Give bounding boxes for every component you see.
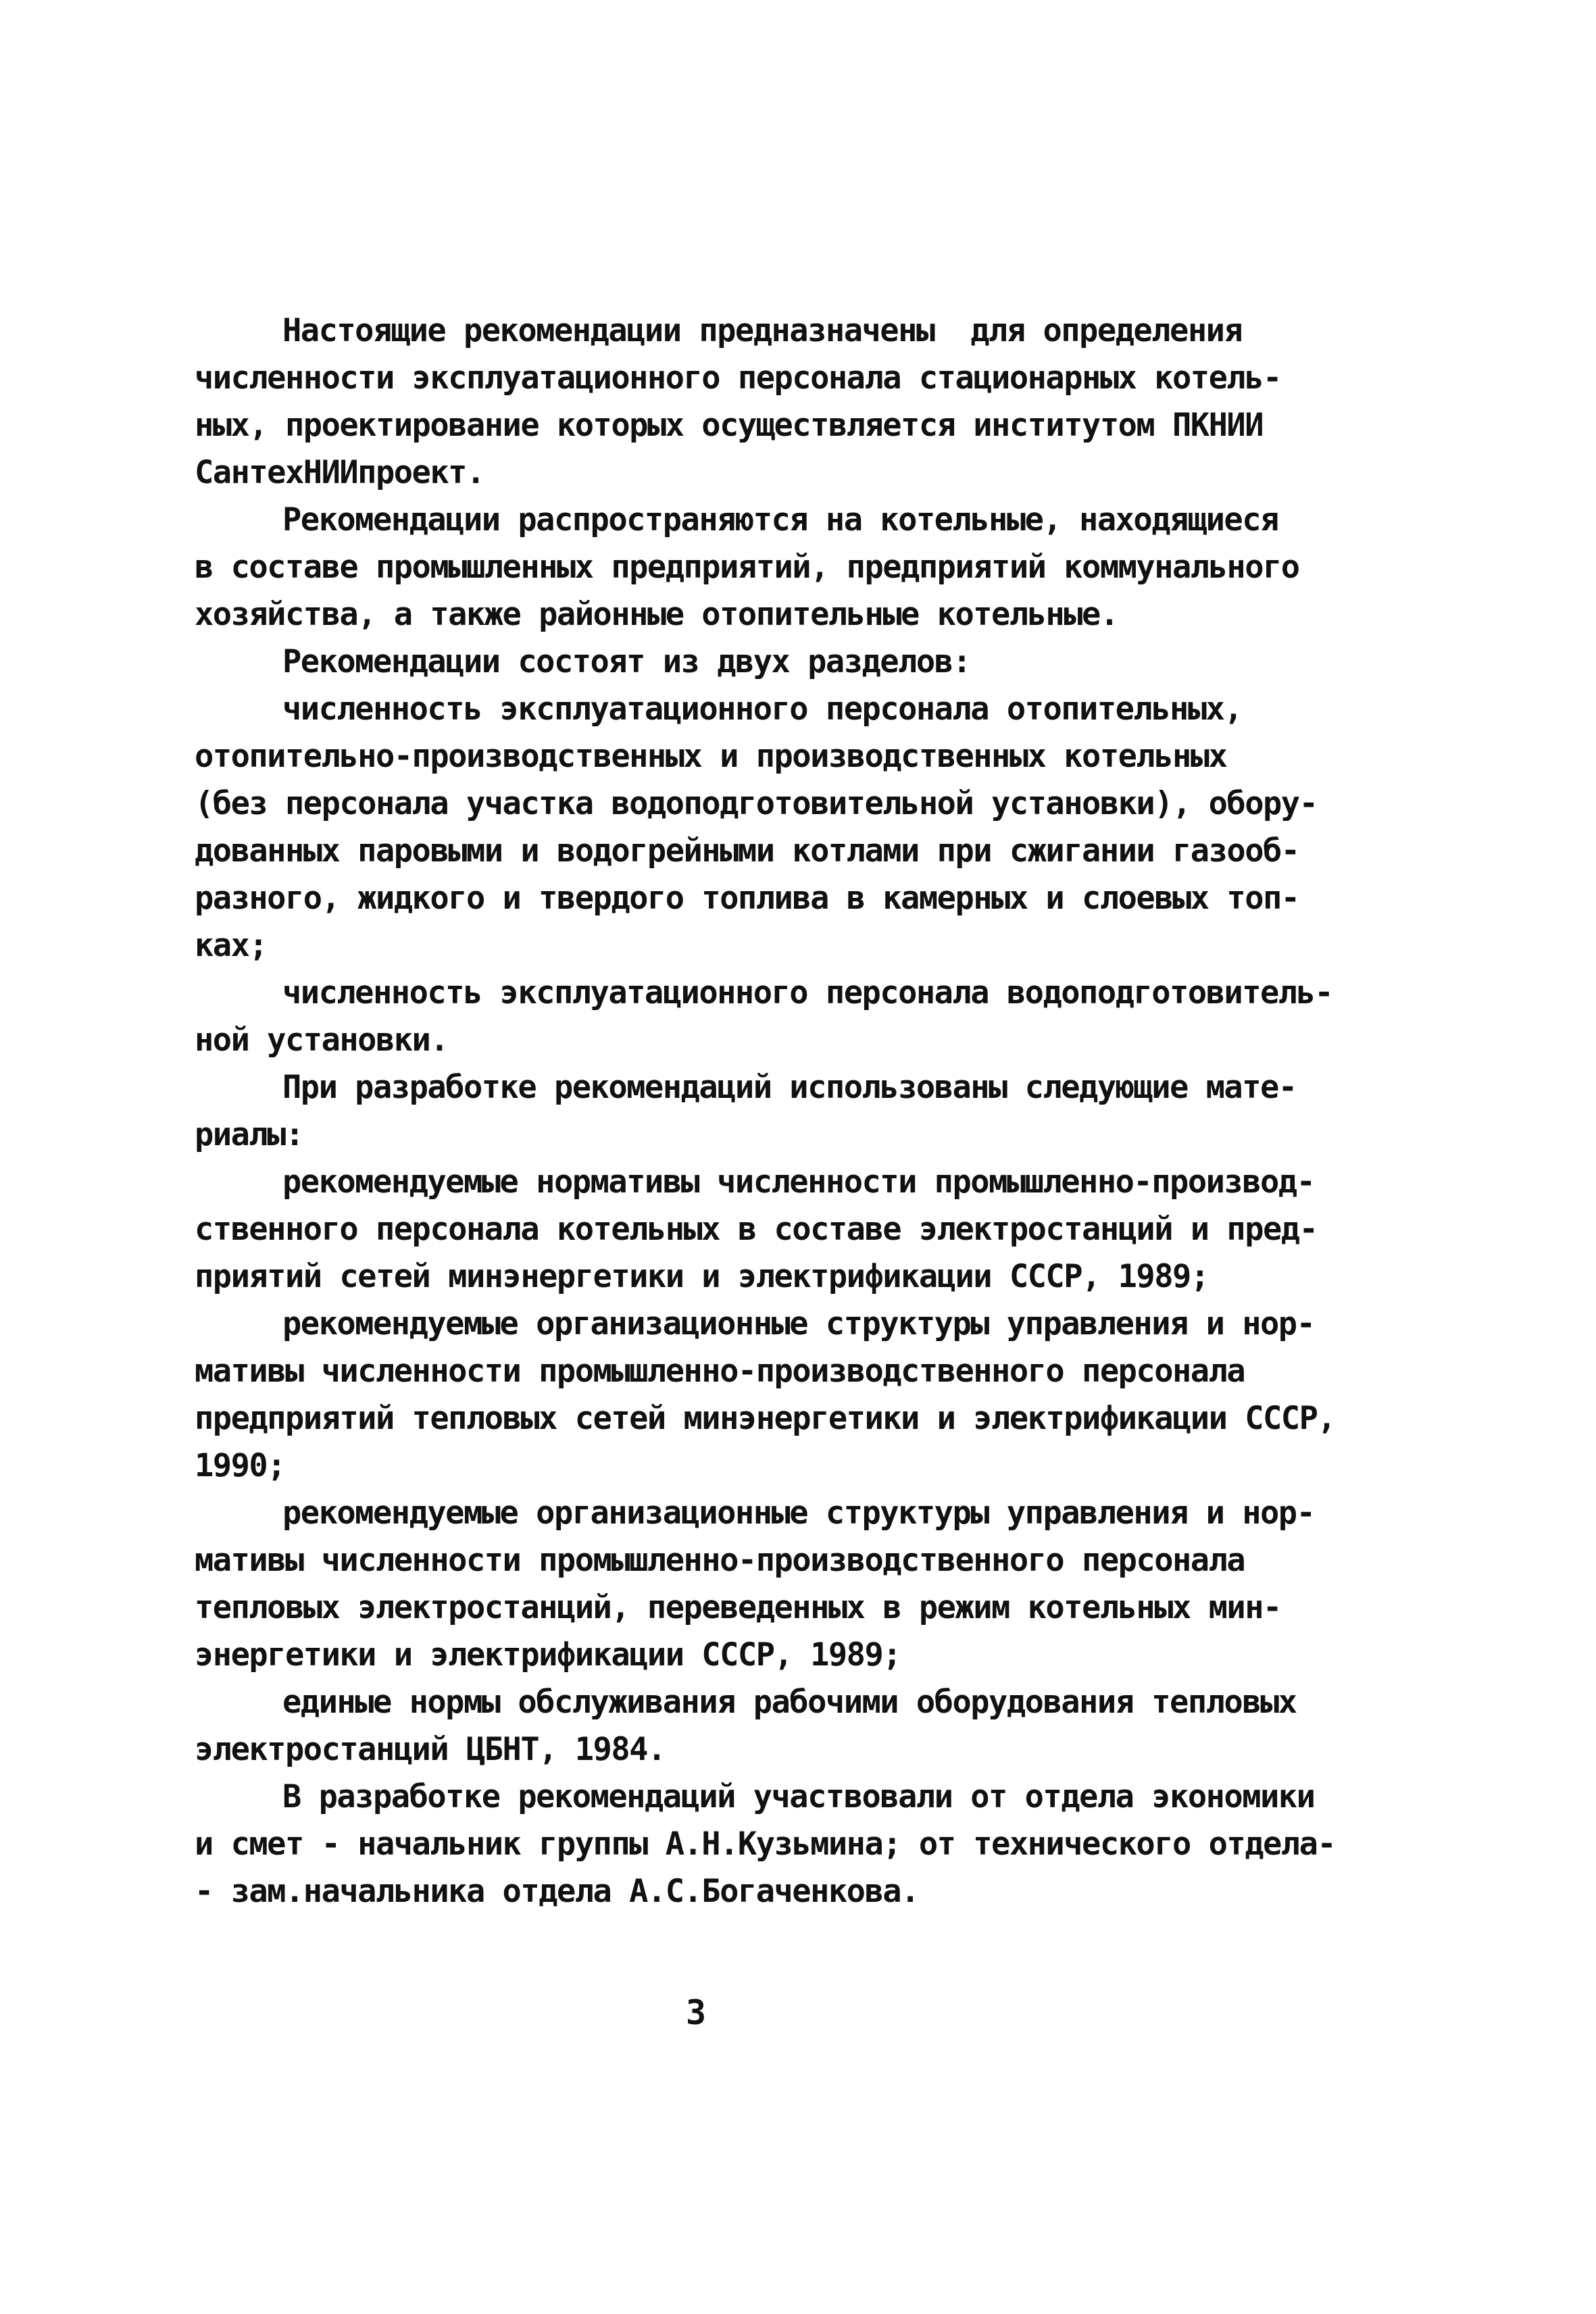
text-line: В разработке рекомендаций участвовали от отдела экономики (282, 1778, 1315, 1815)
text-line: тепловых электростанций, переведенных в режим котельных мин- (195, 1589, 1281, 1626)
text-line: численность эксплуатационного персонала отопительных, (282, 690, 1243, 728)
text-line: предприятий тепловых сетей минэнергетики и электрификации СССР, (195, 1400, 1336, 1437)
page-number: 3 (686, 1993, 707, 2032)
text-line: ственного персонала котельных в составе электростанций и пред- (195, 1211, 1318, 1248)
text-line: численности эксплуатационного персонала стационарных котель- (195, 359, 1281, 397)
text-line: рекомендуемые организационные структуры управления и нор- (282, 1305, 1315, 1342)
text-line: рекомендуемые организационные структуры управления и нор- (282, 1494, 1315, 1532)
text-line: дованных паровыми и водогрейными котлами при сжигании газооб- (195, 832, 1299, 870)
text-line: приятий сетей минэнергетики и электрификации СССР, 1989; (195, 1258, 1209, 1295)
text-line: ных, проектирование которых осуществляется институтом ПКНИИ (195, 407, 1263, 444)
text-line: Рекомендации состоят из двух разделов: (282, 643, 971, 680)
text-line: ной установки. (195, 1022, 449, 1059)
text-line: рекомендуемые нормативы численности промышленно-производ- (282, 1163, 1315, 1201)
text-line: разного, жидкого и твердого топлива в камерных и слоевых топ- (195, 880, 1299, 917)
text-line: риалы: (195, 1116, 303, 1153)
text-line: в составе промышленных предприятий, предприятий коммунального (195, 549, 1299, 586)
text-line: отопительно-производственных и производственных котельных (195, 738, 1227, 775)
text-line: единые нормы обслуживания рабочими оборудования тепловых (282, 1684, 1297, 1721)
text-line: ках; (195, 927, 268, 964)
body-text (195, 307, 1431, 1915)
text-line: энергетики и электрификации СССР, 1989; (195, 1636, 901, 1674)
text-line: (без персонала участка водоподготовительной установки), обору- (195, 785, 1318, 822)
text-line: и смет - начальник группы А.Н.Кузьмина; от технического отдела- (195, 1826, 1336, 1863)
text-line: 1990; (195, 1447, 285, 1484)
text-line: мативы численности промышленно-производственного персонала (195, 1542, 1245, 1579)
text-line: хозяйства, а также районные отопительные котельные. (195, 596, 1118, 633)
text-line: Настоящие рекомендации предназначены для определения (282, 312, 1243, 349)
text-line: мативы численности промышленно-производственного персонала (195, 1353, 1245, 1390)
text-line: электростанций ЦБНТ, 1984. (195, 1731, 666, 1768)
text-line: - зам.начальника отдела А.С.Богаченкова. (195, 1873, 919, 1910)
text-line: Рекомендации распространяются на котельные, находящиеся (282, 501, 1278, 538)
text-line: СантехНИИпроект. (195, 454, 484, 491)
text-line: численность эксплуатационного персонала водоподготовитель- (282, 974, 1333, 1011)
text-line: При разработке рекомендаций использованы следующие мате- (282, 1069, 1297, 1106)
